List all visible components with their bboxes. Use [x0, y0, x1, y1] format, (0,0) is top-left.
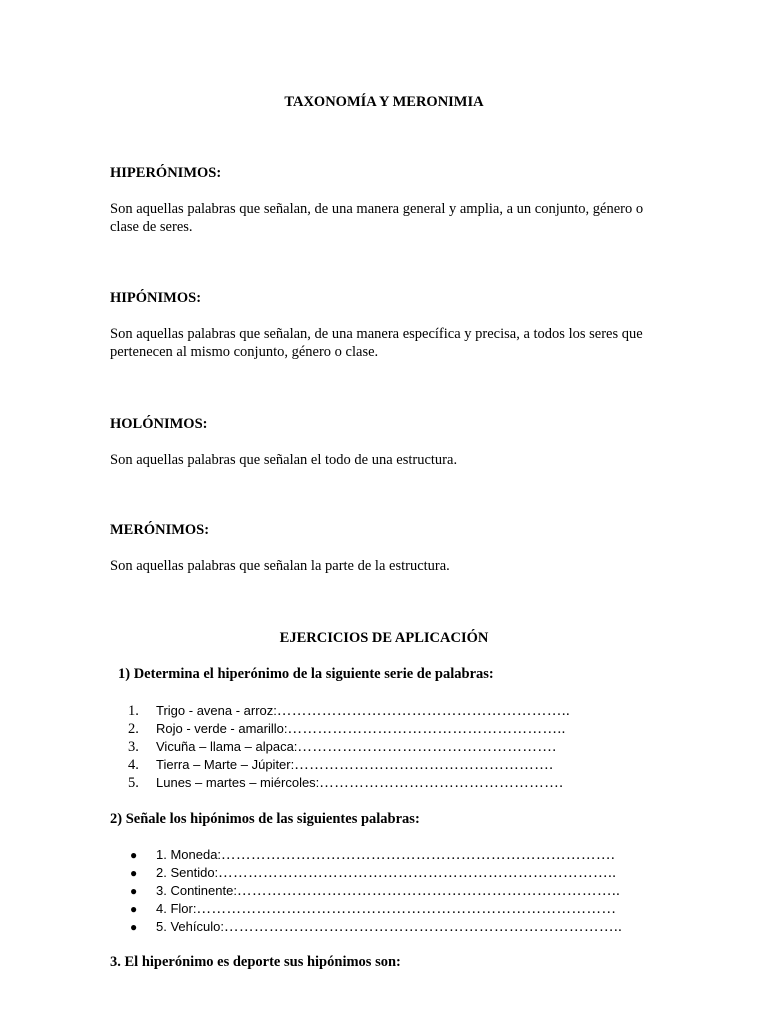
heading-hiponimos: HIPÓNIMOS:	[110, 290, 202, 306]
list-item-text: 5. Vehículo:	[156, 919, 224, 934]
list-item-text: Lunes – martes – miércoles:	[156, 775, 320, 790]
list-item	[130, 900, 616, 918]
list-number: 4.	[128, 757, 139, 773]
heading-meronimos: MERÓNIMOS:	[110, 522, 210, 538]
list-item	[128, 756, 553, 774]
answer-blank: ………………………………………….	[319, 775, 564, 791]
list-item	[130, 846, 615, 864]
bullet-icon: ●	[130, 920, 138, 934]
answer-blank: ……………………………………………………………………..	[218, 865, 617, 881]
paragraph-meronimos: Son aquellas palabras que señalan la parte de la estructura.	[110, 558, 450, 574]
answer-blank: …………………………………………………………………….	[221, 847, 616, 863]
list-item-text: Rojo - verde - amarillo:	[156, 721, 288, 736]
answer-blank: …………………………………………….	[294, 757, 554, 773]
list-item	[130, 882, 620, 900]
heading-holonimos: HOLÓNIMOS:	[110, 416, 208, 432]
list-item-text: 1. Moneda:	[156, 847, 222, 862]
list-number: 1.	[128, 703, 139, 719]
exercise-1-question: 1) Determina el hiperónimo de la siguiente serie de palabras:	[118, 666, 494, 682]
answer-blank: …………………………………………………………………..	[236, 883, 621, 899]
bullet-icon: ●	[130, 884, 138, 898]
bullet-icon: ●	[130, 848, 138, 862]
list-item-text: Vicuña – llama – alpaca:	[156, 739, 298, 754]
list-item-text: 3. Continente:	[156, 883, 237, 898]
bullet-icon: ●	[130, 902, 138, 916]
paragraph-holonimos: Son aquellas palabras que señalan el todo de una estructura.	[110, 452, 458, 468]
list-item	[128, 702, 570, 720]
list-item-text: Trigo - avena - arroz:	[156, 703, 277, 718]
list-item-text: 4. Flor:	[156, 901, 197, 916]
list-number: 5.	[128, 775, 139, 791]
bullet-icon: ●	[130, 866, 138, 880]
list-item	[130, 864, 616, 882]
page-title: TAXONOMÍA Y MERONIMIA	[284, 94, 484, 110]
paragraph-hiponimos: Son aquellas palabras que señalan, de una manera específica y precisa, a todos los seres que pertenecen al mismo conjunto, género o clase.	[110, 326, 643, 360]
list-number: 3.	[128, 739, 139, 755]
list-item	[128, 720, 566, 738]
list-item	[130, 918, 622, 936]
paragraph-hiperonimos: Son aquellas palabras que señalan, de una manera general y amplia, a un conjunto, género o clase de seres.	[110, 201, 644, 235]
list-item-text: Tierra – Marte – Júpiter:	[156, 757, 295, 772]
list-item	[128, 774, 563, 792]
heading-hiperonimos: HIPERÓNIMOS:	[110, 165, 222, 181]
list-number: 2.	[128, 721, 139, 737]
answer-blank: …………………………………………………………………………	[196, 901, 617, 917]
answer-blank: …………………………………………………..	[276, 703, 571, 719]
list-item-text: 2. Sentido:	[156, 865, 219, 880]
exercise-2-question: 2) Señale los hipónimos de las siguientes palabras:	[110, 811, 420, 827]
answer-blank: ……………………………………………………………………..	[223, 919, 623, 935]
answer-blank: …………………………………………….	[297, 739, 557, 755]
exercises-title: EJERCICIOS DE APLICACIÓN	[279, 630, 489, 646]
exercise-3-question: 3. El hiperónimo es deporte sus hipónimos son:	[110, 954, 401, 970]
answer-blank: ………………………………………………..	[287, 721, 566, 737]
list-item	[128, 738, 557, 756]
